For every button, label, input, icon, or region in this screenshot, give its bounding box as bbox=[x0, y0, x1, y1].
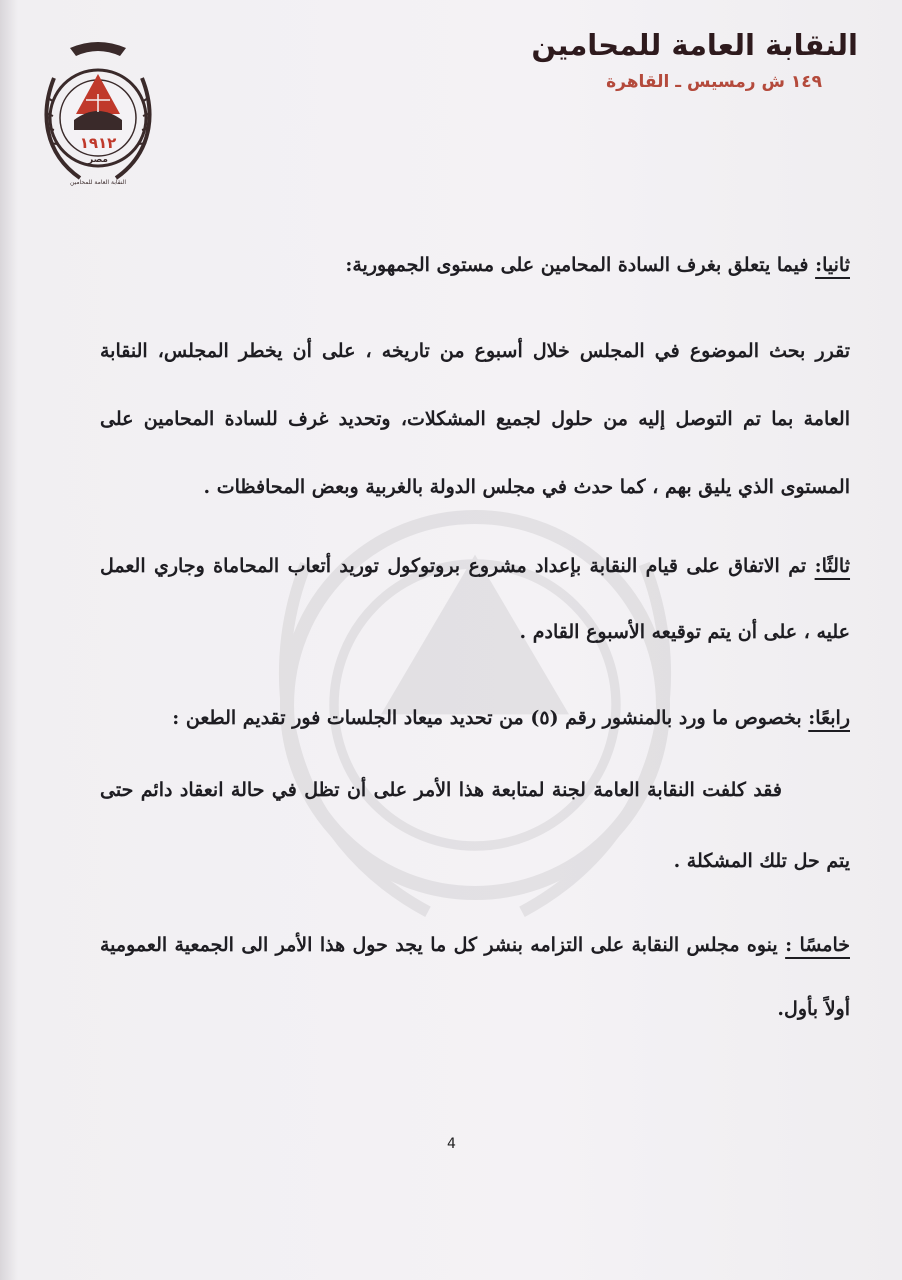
section-2-title-line bbox=[345, 252, 850, 278]
section-4-title: بخصوص ما ورد بالمنشور رقم (٥) من تحديد ميعاد الجلسات فور تقديم الطعن : bbox=[172, 707, 802, 729]
section-5-line-1 bbox=[100, 932, 850, 958]
section-4-line-1: فقد كلفت النقابة العامة لجنة لمتابعة هذا الأمر على أن تظل في حالة انعقاد دائم حتى bbox=[100, 779, 782, 801]
section-3-line-1 bbox=[100, 553, 850, 579]
organization-name: النقابة العامة للمحامين bbox=[531, 28, 858, 62]
section-2-title: فيما يتعلق بغرف السادة المحامين على مستوى الجمهورية: bbox=[345, 254, 809, 276]
section-3-line-2: عليه ، على أن يتم توقيعه الأسبوع القادم . bbox=[519, 621, 850, 643]
syndicate-logo bbox=[40, 38, 156, 194]
section-2-line-3: المستوى الذي يليق بهم ، كما حدث في مجلس الدولة بالغربية وبعض المحافظات . bbox=[203, 476, 850, 498]
section-3-text: تم الاتفاق على قيام النقابة بإعداد مشروع بروتوكول توريد أتعاب المحاماة وجاري العمل bbox=[100, 555, 807, 577]
organization-address: ١٤٩ ش رمسيس ـ القاهرة bbox=[606, 72, 822, 92]
section-3-heading: ثالثًا: bbox=[814, 555, 851, 577]
page-number: 4 bbox=[447, 1136, 456, 1152]
section-5-text: ينوه مجلس النقابة على التزامه بنشر كل ما يجد حول هذا الأمر الى الجمعية العمومية bbox=[100, 934, 778, 956]
logo-ring-text: النقابة العامة للمحامين bbox=[69, 179, 127, 186]
section-4-title-line bbox=[172, 705, 850, 731]
section-4-line-2: يتم حل تلك المشكلة . bbox=[673, 850, 850, 872]
section-5-line-2: أولاً بأول. bbox=[777, 998, 850, 1020]
section-5-heading: خامسًا : bbox=[785, 934, 850, 956]
section-2-line-2: العامة بما تم التوصل إليه من حلول لجميع المشكلات، وتحديد غرف للسادة المحامين على bbox=[100, 408, 850, 430]
section-2-line-1: تقرر بحث الموضوع في المجلس خلال أسبوع من تاريخه ، على أن يخطر المجلس، النقابة bbox=[100, 340, 850, 362]
section-2-heading: ثانيا: bbox=[815, 254, 850, 276]
logo-country: مصر bbox=[87, 155, 109, 165]
section-4-heading: رابعًا: bbox=[808, 707, 850, 729]
logo-year: ١٩١٢ bbox=[79, 134, 117, 152]
